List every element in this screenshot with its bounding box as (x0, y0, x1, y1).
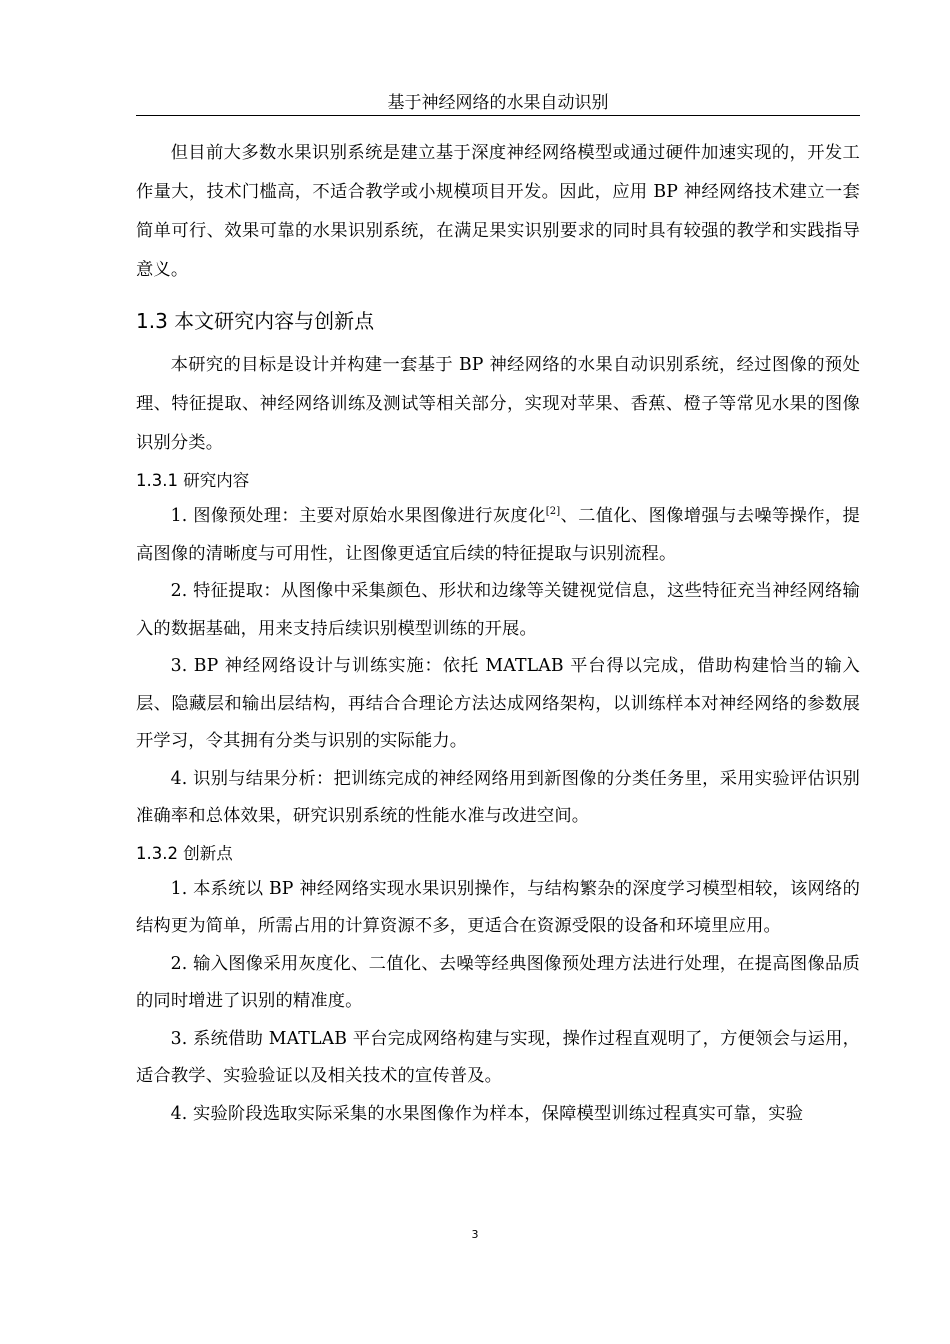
research-item-1 (136, 498, 860, 573)
section-heading-1-3-2: 1.3.2 创新点 (136, 843, 233, 863)
innovation-item-3: 3. 系统借助 MATLAB 平台完成网络构建与实现，操作过程直观明了，方便领会与运用，适合教学、实验验证以及相关技术的宣传普及。 (136, 1028, 860, 1086)
research-item-3: 3. BP 神经网络设计与训练实施：依托 MATLAB 平台得以完成，借助构建恰当的输入层、隐藏层和输出层结构，再结合合理论方法达成网络架构，以训练样本对神经网络的参数展开学习，令其拥有分类与识别的实际能力。 (136, 656, 860, 751)
innovation-item-4: 4. 实验阶段选取实际采集的水果图像作为样本，保障模型训练过程真实可靠，实验 (170, 1103, 804, 1124)
section-heading-1-3: 1.3 本文研究内容与创新点 (136, 309, 375, 333)
page-number: 3 (471, 1228, 479, 1241)
header-rule (136, 115, 860, 116)
running-header (136, 92, 860, 116)
section-1-3-paragraph: 本研究的目标是设计并构建一套基于 BP 神经网络的水果自动识别系统，经过图像的预处理、特征提取、神经网络训练及测试等相关部分，实现对苹果、香蕉、橙子等常见水果的图像识别分类。 (136, 355, 860, 453)
section-heading-1-3-1: 1.3.1 研究内容 (136, 471, 250, 490)
research-item-2: 2. 特征提取：从图像中采集颜色、形状和边缘等关键视觉信息，这些特征充当神经网络输入的数据基础，用来支持后续识别模型训练的开展。 (136, 581, 860, 639)
research-item-4: 4. 识别与结果分析：把训练完成的神经网络用到新图像的分类任务里，采用实验评估识别准确率和总体效果，研究识别系统的性能水准与改进空间。 (136, 768, 860, 826)
innovation-item-1: 1. 本系统以 BP 神经网络实现水果识别操作，与结构繁杂的深度学习模型相较，该网络的结构更为简单，所需占用的计算资源不多，更适合在资源受限的设备和环境里应用。 (136, 878, 860, 936)
innovation-item-2: 2. 输入图像采用灰度化、二值化、去噪等经典图像预处理方法进行处理，在提高图像品质的同时增进了识别的精准度。 (136, 953, 860, 1011)
research-item-1-text-a: 1. 图像预处理：主要对原始水果图像进行灰度化 (170, 506, 546, 526)
header-title: 基于神经网络的水果自动识别 (387, 93, 609, 113)
page-body (136, 134, 860, 1133)
citation-ref: [2] (545, 506, 561, 517)
research-item-1-text-b: 、二值化、图像增强与去噪等操作，提高图像的清晰度与可用性，让图像更适宜后续的特征提取与识别流程。 (136, 506, 860, 564)
intro-paragraph: 但目前大多数水果识别系统是建立基于深度神经网络模型或通过硬件加速实现的，开发工作量大，技术门槛高，不适合教学或小规模项目开发。因此，应用 BP 神经网络技术建立一套简单可行、效果可靠的水果识别系统，在满足果实识别要求的同时具有较强的教学和实践指导意义。 (136, 143, 860, 280)
